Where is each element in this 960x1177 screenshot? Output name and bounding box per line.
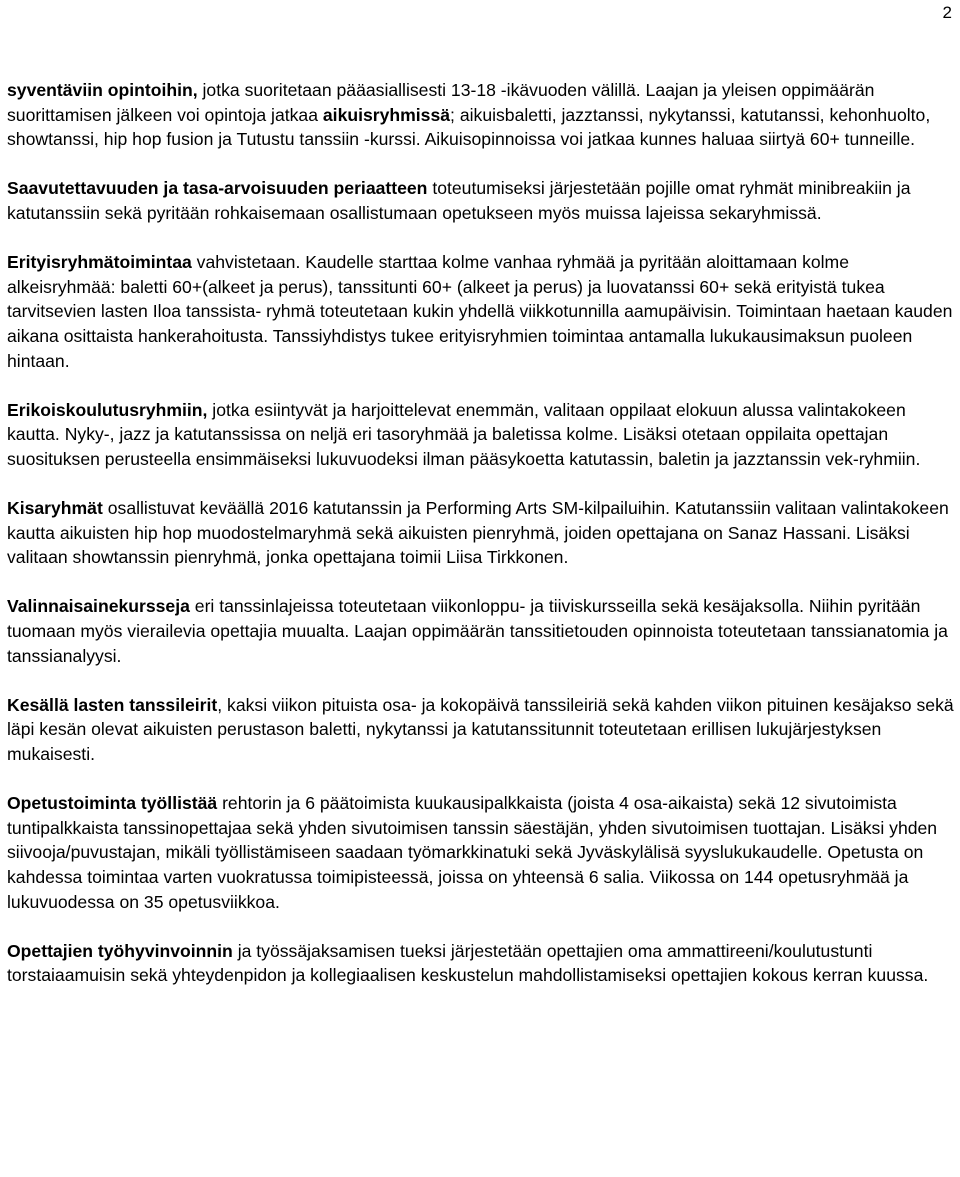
text-run: toteutumiseksi järjestetään pojille omat ryhmät minibreakiin ja katutanssiin sekä pyritään rohkaisemaan osallistumaan opetukseen myös muissa lajeissa sekaryhmissä. [7, 178, 911, 223]
bold-run: Kisaryhmät [7, 498, 103, 519]
bold-run: aikuisryhmissä [322, 104, 451, 125]
paragraph-summer-camps [7, 693, 955, 767]
document-body [7, 78, 955, 1013]
text-run: jotka esiintyvät ja harjoittelevat enemmän, valitaan oppilaat elokuun alussa valintakokeen kautta. Nyky-, jazz ja katutanssissa on neljä eri tasoryhmää ja baletissa kolme. Lisäksi otetaan oppilaita opettajan suosituksen perusteella ensimmäiseksi lukuvuodeksi ilman pääsykoetta katutassin, baletin ja jazztanssin vek-ryhmiin. [7, 399, 921, 469]
text-run: ja työssäjaksamisen tueksi järjestetään opettajien oma ammattireeni/koulutustunti torstaiaamuisin sekä yhteydenpidon ja kollegiaalisen keskustelun mahdollistamiseksi opettajien kokous kerran kuussa. [7, 940, 929, 986]
paragraph-elective-courses [7, 594, 955, 668]
bold-run: Erikoiskoulutusryhmiin, [7, 399, 208, 420]
bold-run: Saavutettavuuden ja tasa-arvoisuuden periaatteen [7, 178, 428, 199]
bold-run: Valinnaisainekursseja [7, 596, 190, 617]
text-run: eri tanssinlajeissa toteutetaan viikonloppu- ja tiiviskursseilla sekä kesäjaksolla. Niihin pyritään tuomaan myös vierailevia opettajia muualta. Laajan oppimäärän tanssitietouden opinnoista toteutetaan tanssianatomia ja tanssianalyysi. [7, 596, 948, 666]
paragraph-special-groups [7, 250, 955, 373]
paragraph-teacher-wellbeing [7, 939, 955, 988]
paragraph-advanced-and-adult-studies [7, 78, 955, 152]
paragraph-employment [7, 791, 955, 914]
text-run: osallistuvat keväällä 2016 katutanssin ja Performing Arts SM-kilpailuihin. Katutanssiin valitaan valintakokeen kautta aikuisten hip hop muodostelmaryhmä sekä aikuisten pienryhmä, joiden opettajana on Sanaz Hassani. Lisäksi valitaan showtanssin pienryhmä, jonka opettajana toimii Liisa Tirkkonen. [7, 498, 949, 568]
text-run: jotka suoritetaan pääasiallisesti 13-18 -ikävuoden välillä. Laajan ja yleisen oppimäärän suorittamisen jälkeen voi opintoja jatkaa [7, 80, 875, 125]
text-run: rehtorin ja 6 päätoimista kuukausipalkkaista (joista 4 osa-aikaista) sekä 12 sivutoimista tuntipalkkaista tanssinopettajaa sekä yhden sivutoimisen tanssin säestäjän, yhden sivutoimisen tuottajan. Lisäksi yhden siivooja/puvustajan, mikäli työllistämiseen saadaan työmarkkinatuki sekä Jyväskylälisä syyslukukaudelle. Opetusta on kahdessa toimintaa varten vuokratussa toimipisteessä, joissa on yhteensä 6 salia. Viikossa on 144 opetusryhmää ja lukuvuodessa on 35 opetusviikkoa. [7, 793, 938, 912]
bold-run: Kesällä lasten tanssileirit [7, 694, 218, 715]
bold-run: Opetustoiminta työllistää [7, 793, 218, 814]
text-run: vahvistetaan. Kaudelle starttaa kolme vanhaa ryhmää ja pyritään aloittamaan kolme alkeisryhmää: baletti 60+(alkeet ja perus), tanssitunti 60+ (alkeet ja perus) ja luovatanssi 60+ sekä erityistä tukea tarvitsevien lasten Iloa tanssista- ryhmä toteutetaan kukin yhdellä viikkotunnilla aamupäivisin. Toimintaan haetaan kauden aikana osittaista hankerahoitusta. Tanssiyhdistys tukee erityisryhmien toimintaa antamalla lukukausimaksun puoleen hintaan. [7, 252, 953, 371]
bold-run: syventäviin opintoihin, [7, 80, 198, 100]
bold-run: Erityisryhmätoimintaa [7, 252, 192, 273]
paragraph-competition-groups [7, 496, 955, 570]
text-run: , kaksi viikon pituista osa- ja kokopäivä tanssileiriä sekä kahden viikon pituinen kesäjakso sekä läpi kesän olevat aikuisten perustason baletti, nykytanssi ja katutanssitunnit toteutetaan erillisen lukujärjestyksen mukaisesti. [7, 694, 954, 765]
paragraph-accessibility-equality [7, 176, 955, 225]
bold-run: Opettajien työhyvinvoinnin [7, 940, 233, 961]
paragraph-special-training-groups [7, 398, 955, 472]
text-run: ; aikuisbaletti, jazztanssi, nykytanssi, katutanssi, kehonhuolto, showtanssi, hip hop fusion ja Tutustu tanssiin -kurssi. Aikuisopinnoissa voi jatkaa kunnes haluaa siirtyä 60+ tunneille. [7, 104, 931, 150]
page-number: 2 [942, 3, 952, 22]
